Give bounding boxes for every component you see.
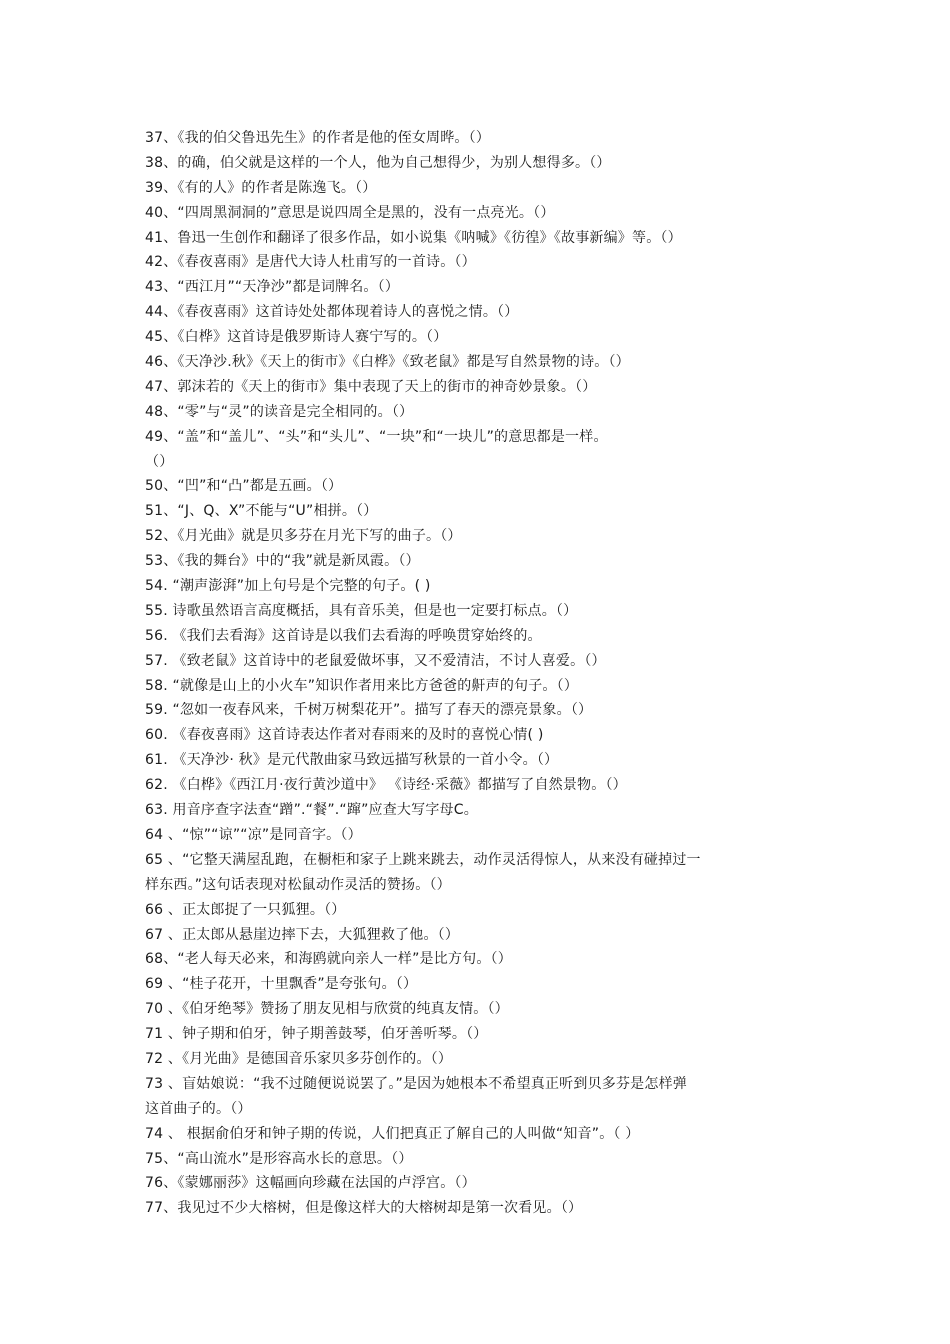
- question-line: 样东西。”这句话表现对松鼠动作灵活的赞扬。（）: [145, 876, 451, 893]
- question-line: 47、郭沫若的《天上的街市》集中表现了天上的街市的神奇妙景象。（）: [145, 378, 597, 395]
- question-line: 53、《我的舞台》中的“我”就是新凤霞。（）: [145, 553, 420, 570]
- question-line: 65 、“它整天满屋乱跑，在橱柜和家子上跳来跳去，动作灵活得惊人，从来没有碰掉过一: [145, 851, 701, 868]
- question-line: 40、“四周黑洞洞的”意思是说四周全是黑的，没有一点亮光。（）: [145, 204, 555, 221]
- question-line: 55. 诗歌虽然语言高度概括，具有音乐美，但是也一定要打标点。（）: [145, 602, 578, 619]
- question-line: 38、的确，伯父就是这样的一个人，他为自己想得少，为别人想得多。（）: [145, 154, 611, 171]
- question-line: 41、鲁迅一生创作和翻译了很多作品，如小说集《呐喊》《彷徨》《故事新编》等。（）: [145, 229, 682, 246]
- question-line: 48、“零”与“灵”的读音是完全相同的。（）: [145, 403, 414, 420]
- question-line: 73 、盲姑娘说：“我不过随便说说罢了。”是因为她根本不希望真正听到贝多芬是怎样弹: [145, 1075, 687, 1092]
- question-line: 54. “潮声澎湃”加上句号是个完整的句子。( ): [145, 578, 431, 595]
- question-line: 37、《我的伯父鲁迅先生》的作者是他的侄女周晔。（）: [145, 130, 491, 146]
- question-list: [145, 126, 810, 1221]
- question-line: 63. 用音序查字法查“蹭”.“餐”.“蹿”应查大写字母C。: [145, 802, 478, 819]
- question-line: 58. “就像是山上的小火车”知识作者用来比方爸爸的鼾声的句子。（）: [145, 677, 579, 694]
- question-line: 74 、 根据俞伯牙和钟子期的传说，人们把真正了解自己的人叫做“知音”。（ ）: [145, 1125, 640, 1142]
- question-line: 46、《天净沙.秋》《天上的街市》《白桦》《致老鼠》都是写自然景物的诗。（）: [145, 354, 630, 371]
- question-line: 66 、正太郎捉了一只狐狸。（）: [145, 901, 346, 918]
- question-line: 56. 《我们去看海》这首诗是以我们去看海的呼唤贯穿始终的。: [145, 627, 542, 644]
- question-line: 59. “忽如一夜春风来，千树万树梨花开”。描写了春天的漂亮景象。（）: [145, 702, 593, 719]
- question-line: 这首曲子的。（）: [145, 1100, 252, 1117]
- question-line: 75、“高山流水”是形容高水长的意思。（）: [145, 1150, 413, 1167]
- question-line: 42、《春夜喜雨》是唐代大诗人杜甫写的一首诗。（）: [145, 254, 476, 271]
- question-line: 39、《有的人》的作者是陈逸飞。（）: [145, 179, 377, 196]
- question-line: 57. 《致老鼠》这首诗中的老鼠爱做坏事，又不爱清洁，不讨人喜爱。（）: [145, 652, 606, 669]
- question-line: 60. 《春夜喜雨》这首诗表达作者对春雨来的及时的喜悦心情( ): [145, 727, 544, 744]
- question-line: 45、《白桦》这首诗是俄罗斯诗人赛宁写的。（）: [145, 329, 448, 346]
- question-line: 77、我见过不少大榕树，但是像这样大的大榕树却是第一次看见。（）: [145, 1200, 583, 1217]
- question-line: 52、《月光曲》就是贝多芬在月光下写的曲子。（）: [145, 528, 462, 545]
- question-line: 76、《蒙娜丽莎》这幅画向珍藏在法国的卢浮宫。（）: [145, 1175, 476, 1192]
- question-line: 51、“J、Q、X”不能与“U”相拼。（）: [145, 503, 378, 520]
- question-line: 70 、《伯牙绝琴》赞扬了朋友见相与欣赏的纯真友情。（）: [145, 1001, 509, 1018]
- question-line: 71 、钟子期和伯牙，钟子期善鼓琴，伯牙善听琴。（）: [145, 1026, 488, 1043]
- question-line: 44、《春夜喜雨》这首诗处处都体现着诗人的喜悦之情。（）: [145, 304, 519, 321]
- question-line: 61. 《天净沙· 秋》是元代散曲家马致远描写秋景的一首小令。（）: [145, 752, 559, 769]
- question-line: 69 、“桂子花开，十里飘香”是夸张句。（）: [145, 976, 418, 993]
- question-line: 43、“西江月”“天净沙”都是词牌名。（）: [145, 279, 400, 296]
- question-line: 72 、《月光曲》是德国音乐家贝多芬创作的。（）: [145, 1050, 453, 1067]
- question-line: 50、“凹”和“凸”都是五画。（）: [145, 478, 343, 495]
- question-line: 62. 《白桦》《西江月·夜行黄沙道中》 《诗经·采薇》都描写了自然景物。（）: [145, 777, 627, 794]
- question-line: 68、“老人每天必来，和海鸥就向亲人一样”是比方句。（）: [145, 951, 512, 968]
- question-line: （）: [145, 453, 174, 470]
- question-line: 64 、“惊”“谅”“凉”是同音字。（）: [145, 826, 362, 843]
- question-line: 67 、正太郎从悬崖边摔下去，大狐狸救了他。（）: [145, 926, 460, 943]
- question-line: 49、“盖”和“盖儿”、“头”和“头儿”、“一块”和“一块儿”的意思都是一样。: [145, 428, 608, 445]
